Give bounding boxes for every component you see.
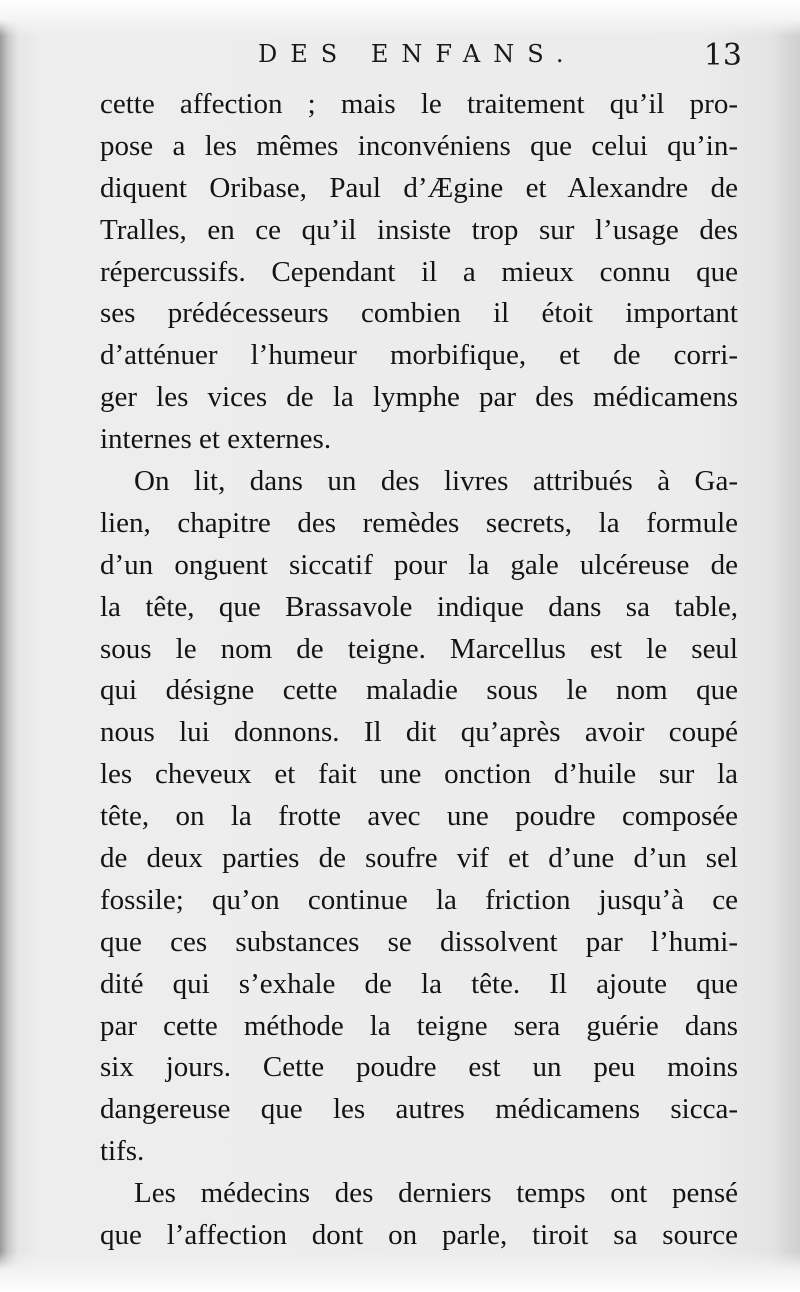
text-line: dité qui s’exhale de la tête. Il ajoute que [100, 967, 738, 1000]
text-line: lien, chapitre des remèdes secrets, la formule [100, 506, 738, 539]
paragraph-end-line: tifs. [100, 1135, 145, 1168]
text-line: diquent Oribase, Paul d’Ægine et Alexandre de [100, 171, 738, 204]
text-line: pose a les mêmes inconvéniens que celui qu’in- [100, 129, 738, 162]
text-line: ses prédécesseurs combien il étoit important [100, 297, 738, 330]
text-line: que l’affection dont on parle, tiroit sa source [100, 1219, 738, 1252]
text-line: d’un onguent siccatif pour la gale ulcéreuse de [100, 548, 738, 581]
text-line: par cette méthode la teigne sera guérie dans [100, 1009, 738, 1042]
text-line: de deux parties de soufre vif et d’une d’un sel [100, 842, 738, 875]
text-line: qui désigne cette maladie sous le nom que [100, 674, 738, 707]
text-line: d’atténuer l’humeur morbifique, et de corri- [100, 339, 738, 372]
text-line: la tête, que Brassavole indique dans sa table, [100, 590, 738, 623]
paragraph-first-line: On lit, dans un des livres attribués à Ga- [134, 465, 738, 498]
text-line: que ces substances se dissolvent par l’humi- [100, 925, 738, 958]
text-line: sous le nom de teigne. Marcellus est le seul [100, 632, 738, 665]
text-line: dangereuse que les autres médicamens sicca- [100, 1093, 738, 1126]
text-line: tête, on la frotte avec une poudre composée [100, 800, 738, 833]
text-line: nous lui donnons. Il dit qu’après avoir coupé [100, 716, 738, 749]
text-line: cette affection ; mais le traitement qu’il pro- [100, 88, 738, 120]
text-line: les cheveux et fait une onction d’huile sur la [100, 758, 738, 791]
running-head: DES ENFANS. [258, 40, 577, 68]
page-number: 13 [703, 38, 742, 73]
text-line: Tralles, en ce qu’il insiste trop sur l’usage des [100, 213, 738, 246]
text-line: fossile; qu’on continue la friction jusqu’à ce [100, 883, 738, 916]
text-line: répercussifs. Cependant il a mieux connu que [100, 255, 738, 288]
text-line: ger les vices de la lymphe par des médicamens [100, 381, 738, 414]
body-text [100, 84, 738, 1257]
text-line: six jours. Cette poudre est un peu moins [100, 1051, 738, 1084]
paragraph-end-line: internes et externes. [100, 423, 332, 456]
page-header [100, 38, 750, 78]
paragraph-first-line: Les médecins des derniers temps ont pensé [134, 1177, 738, 1210]
